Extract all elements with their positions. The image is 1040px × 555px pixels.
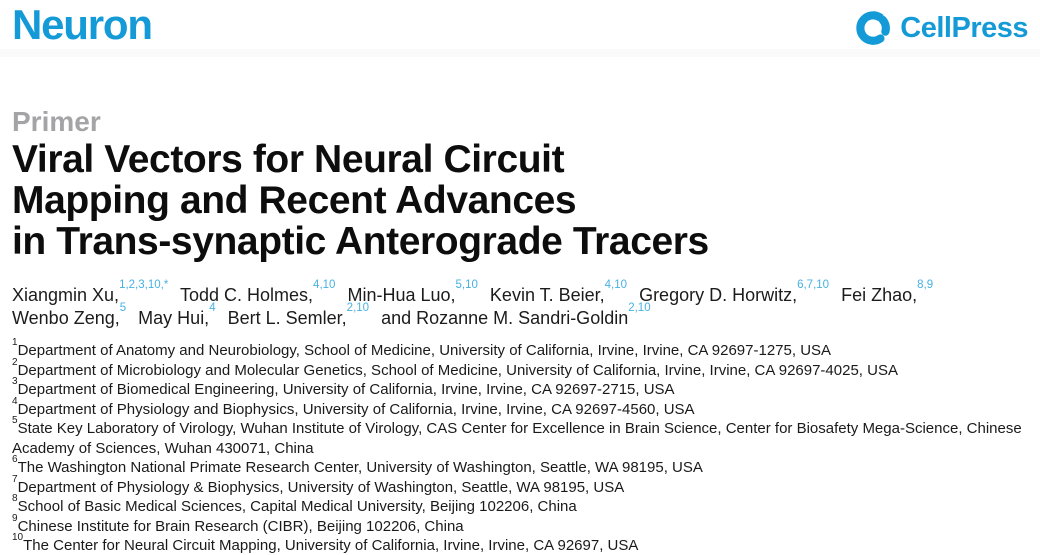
title-line-1: Viral Vectors for Neural Circuit bbox=[12, 138, 565, 181]
affiliation bbox=[12, 415, 1034, 458]
affiliation-number: 5 bbox=[12, 415, 18, 426]
author-superscript: 1,2,3,10,* bbox=[119, 279, 169, 291]
affiliation-text: The Center for Neural Circuit Mapping, University of California, Irvine, Irvine, CA 92697, USA bbox=[23, 537, 639, 554]
affiliation bbox=[12, 395, 1034, 420]
author-superscript: 2,10 bbox=[346, 301, 370, 314]
author-superscript: 4,10 bbox=[604, 279, 628, 291]
affiliation-text: Department of Anatomy and Neurobiology, School of Medicine, University of California, Irvine, Irvine, CA 92697-1275, USA bbox=[17, 342, 832, 359]
affiliation-text: Department of Physiology and Biophysics, University of California, Irvine, Irvine, CA 92697-4560, USA bbox=[17, 400, 695, 418]
author-superscript: 4 bbox=[209, 301, 216, 314]
affiliation bbox=[12, 473, 1034, 498]
affiliation-number: 2 bbox=[12, 356, 18, 368]
author: and Rozanne M. Sandri-Goldin$^{2,10}$ bbox=[381, 301, 651, 328]
title-line-2: Mapping and Recent Advances bbox=[12, 179, 577, 222]
affiliation bbox=[12, 493, 1034, 517]
author: Gregory D. Horwitz,$^{6,7,10}$ bbox=[639, 279, 830, 305]
author-superscript: 2,10 bbox=[628, 301, 651, 314]
affiliation-number: 1 bbox=[12, 337, 18, 348]
author: Fei Zhao,$^{8,9}$ bbox=[841, 279, 934, 305]
author-superscript: 8,9 bbox=[917, 279, 934, 291]
affiliation-text: State Key Laboratory of Virology, Wuhan Institute of Virology, CAS Center for Excellence in Brain Science, Center for Biosafety Mega-Science, Chinese Academy of Sciences, Wuhan 430071, China bbox=[12, 420, 1022, 457]
affiliation-number: 9 bbox=[12, 512, 18, 524]
affiliation bbox=[12, 337, 1034, 361]
affiliation-number: 10 bbox=[12, 532, 24, 543]
author-line-1 bbox=[12, 279, 1032, 307]
author: Kevin T. Beier,$^{4,10}$ bbox=[489, 279, 628, 305]
cellpress-logo bbox=[853, 8, 1028, 48]
affiliation bbox=[12, 532, 1034, 555]
author: Bert L. Semler,$^{2,10}$ bbox=[227, 301, 370, 328]
affiliation-text: Department of Physiology & Biophysics, University of Washington, Seattle, WA 98195, USA bbox=[17, 478, 625, 496]
affiliation bbox=[12, 376, 1034, 400]
article-title bbox=[12, 139, 709, 262]
author-superscript: 5 bbox=[119, 301, 127, 314]
cellpress-wordmark: CellPress bbox=[900, 12, 1028, 44]
affiliation-text: Department of Microbiology and Molecular Genetics, School of Medicine, University of California, Irvine, Irvine, CA 92697-4025, USA bbox=[17, 361, 898, 379]
author: May Hui,$^4$ bbox=[138, 301, 216, 328]
affiliation-number: 6 bbox=[12, 454, 18, 465]
affiliation-number: 4 bbox=[12, 395, 18, 407]
affiliation-text: School of Basic Medical Sciences, Capital Medical University, Beijing 102206, China bbox=[17, 498, 577, 515]
author-line-2 bbox=[12, 301, 1032, 330]
affiliation-text: The Washington National Primate Research Center, University of Washington, Seattle, WA 98195, USA bbox=[17, 459, 703, 476]
affiliation-number: 8 bbox=[12, 493, 18, 504]
affiliation-number: 7 bbox=[12, 473, 18, 485]
header-divider bbox=[0, 49, 1040, 57]
affiliation bbox=[12, 454, 1034, 478]
author: Todd C. Holmes,$^{4,10}$ bbox=[179, 279, 336, 305]
author-list bbox=[12, 279, 1032, 329]
neuron-journal-logo: Neuron bbox=[12, 1, 152, 48]
cellpress-circle-icon bbox=[853, 8, 893, 48]
author-superscript: 6,7,10 bbox=[797, 279, 830, 291]
affiliation bbox=[12, 512, 1034, 537]
affiliation-text: Department of Biomedical Engineering, University of California, Irvine, Irvine, CA 92697-2715, USA bbox=[17, 381, 675, 398]
affiliation-text: Chinese Institute for Brain Research (CIBR), Beijing 102206, China bbox=[17, 517, 464, 535]
affiliation bbox=[12, 356, 1034, 381]
title-line-3: in Trans-synaptic Anterograde Tracers bbox=[12, 220, 709, 263]
author: Xiangmin Xu,$^{1,2,3,10,*}$ bbox=[12, 279, 169, 305]
article-type-label: Primer bbox=[12, 106, 101, 137]
author-superscript: 5,10 bbox=[455, 279, 478, 291]
author: Min-Hua Luo,$^{5,10}$ bbox=[347, 279, 478, 305]
author: Wenbo Zeng,$^5$ bbox=[12, 301, 127, 328]
author-superscript: 4,10 bbox=[313, 279, 336, 291]
affiliation-list bbox=[12, 337, 1034, 555]
affiliation-number: 3 bbox=[12, 376, 18, 387]
